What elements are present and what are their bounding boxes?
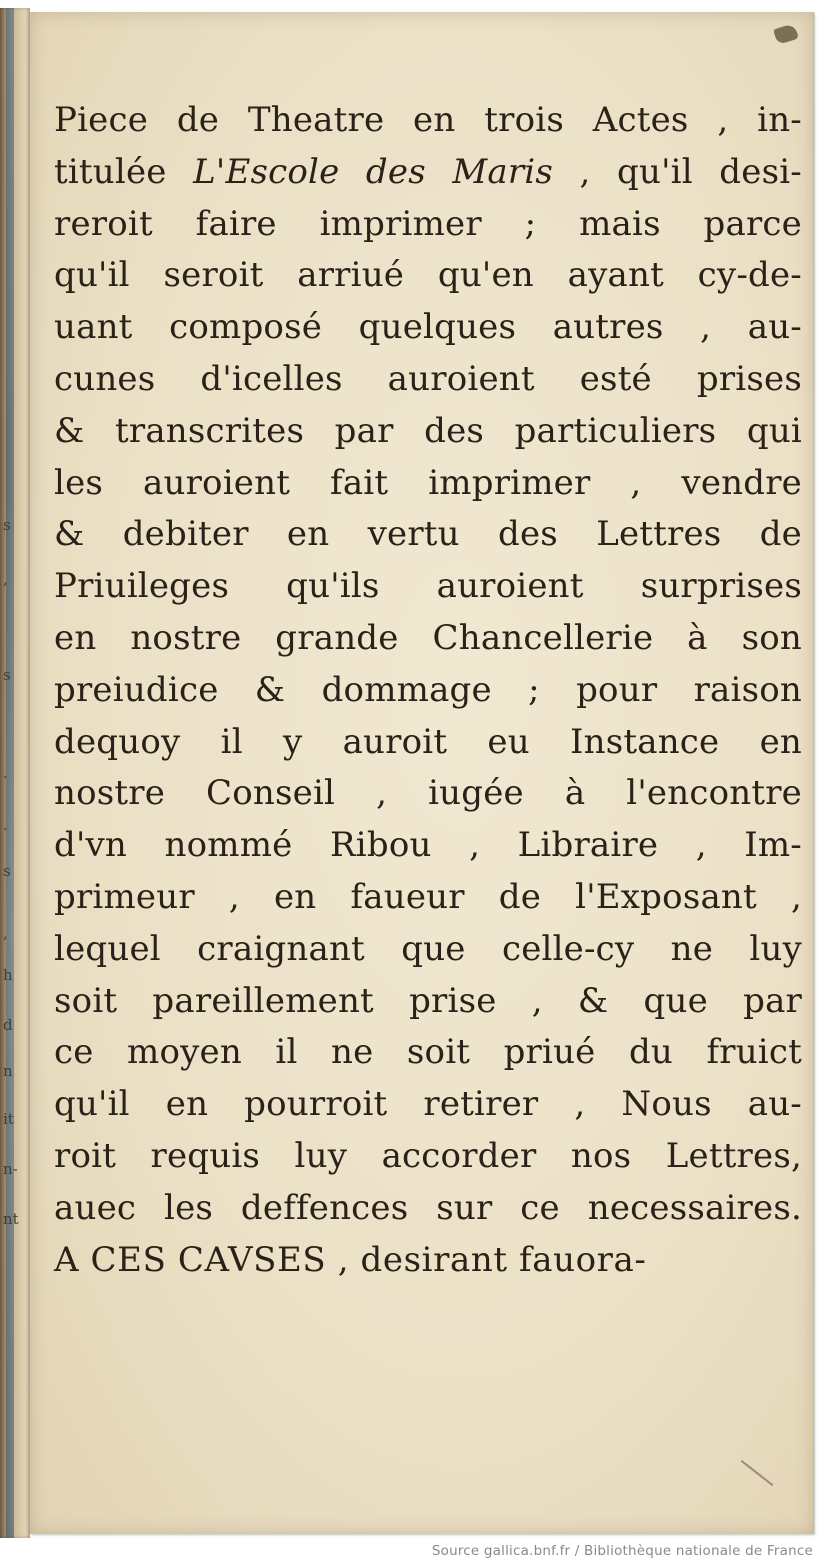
edge-mark: d [3, 1016, 13, 1034]
edge-mark: h [3, 966, 13, 984]
text-line-8: les auroient fait imprimer , vendre [54, 462, 802, 503]
text-line-15: d'vn nommé Ribou , Libraire , Im- [54, 825, 802, 866]
text-line-2 [54, 147, 802, 199]
edge-mark: s [3, 516, 11, 534]
edge-mark: . [3, 764, 8, 782]
text-line-2-end: , qu'il desi- [553, 151, 802, 192]
text-line-20: qu'il en pourroit retirer , Nous au- [54, 1084, 802, 1125]
edge-mark: nt [3, 1210, 19, 1228]
edge-mark: n- [3, 1160, 18, 1178]
text-line-23: A CES CAVSES , desirant fauora- [54, 1239, 647, 1280]
page-body-text [54, 95, 802, 1286]
text-line-17: lequel craignant que celle-cy ne luy [54, 928, 802, 969]
text-line-3: reroit faire imprimer ; mais parce [54, 203, 802, 244]
text-line-16: primeur , en faueur de l'Exposant , [54, 876, 802, 917]
facing-page-edge-marks [3, 0, 27, 1565]
edge-mark: , [3, 570, 8, 588]
edge-mark: , [3, 924, 8, 942]
text-line-9: & debiter en vertu des Lettres de [54, 514, 802, 555]
text-line-6: cunes d'icelles auroient esté prises [54, 358, 802, 399]
edge-mark: . [3, 816, 8, 834]
page-corner-fold [773, 23, 799, 45]
text-line-2-start: titulée [54, 151, 194, 192]
page-corner-mark [741, 1460, 774, 1486]
text-line-22: auec les deffences sur ce necessaires. [54, 1187, 802, 1228]
text-line-21: roit requis luy accorder nos Lettres, [54, 1135, 802, 1176]
edge-mark: n [3, 1062, 13, 1080]
play-title: L'Escole des Maris [193, 151, 554, 192]
source-credit: Source gallica.bnf.fr / Bibliothèque nationale de France [431, 1543, 813, 1559]
text-line-14: nostre Conseil , iugée à l'encontre [54, 773, 802, 814]
book-page [30, 12, 814, 1534]
text-line-1: Piece de Theatre en trois Actes , in- [54, 100, 802, 140]
edge-mark: it [3, 1110, 14, 1128]
edge-mark: s [3, 666, 11, 684]
text-line-10: Priuileges qu'ils auroient surprises [54, 566, 802, 607]
text-line-13: dequoy il y auroit eu Instance en [54, 721, 802, 762]
edge-mark: s [3, 862, 11, 880]
text-line-7: & transcrites par des particuliers qui [54, 410, 802, 451]
text-line-18: soit pareillement prise , & que par [54, 980, 802, 1021]
text-line-12: preiudice & dommage ; pour raison [54, 669, 802, 710]
text-line-19: ce moyen il ne soit priué du fruict [54, 1032, 802, 1073]
text-line-11: en nostre grande Chancellerie à son [54, 617, 802, 658]
text-line-5: uant composé quelques autres , au- [54, 307, 802, 348]
text-line-4: qu'il seroit arriué qu'en ayant cy-de- [54, 255, 802, 296]
